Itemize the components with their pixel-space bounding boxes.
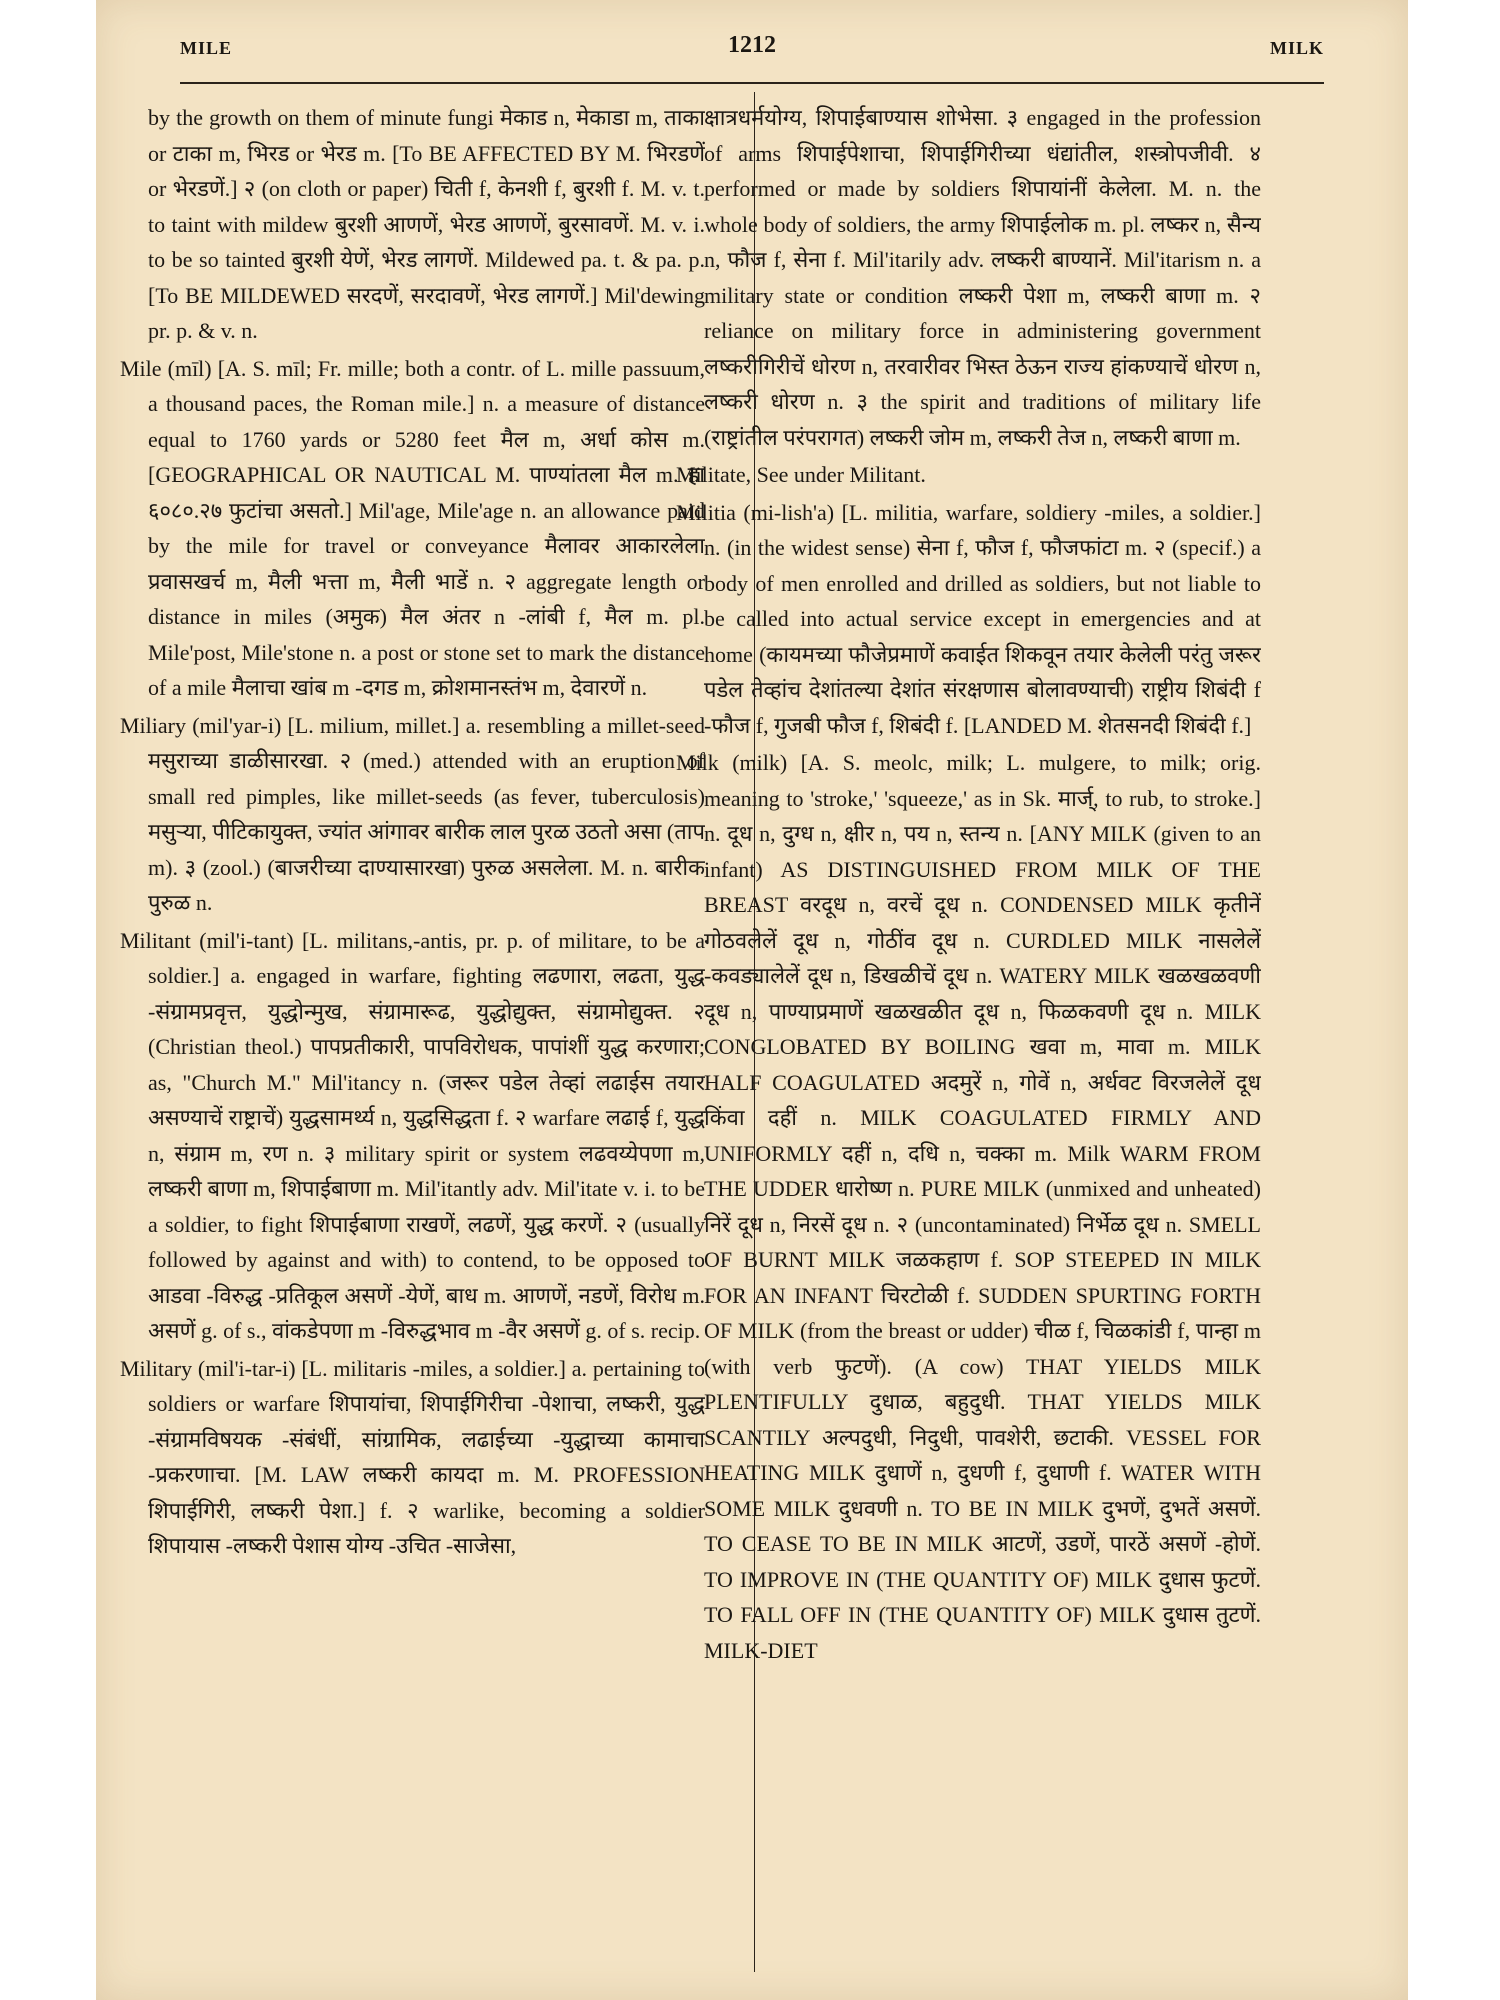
entry-milk: Milk (milk) [A. S. meolc, milk; L. mulgere, to milk; orig. meaning to 'stroke,' 'squeeze,' as in Sk. मार्ज्, to rub, to stroke.] n. दूध n, दुग्ध n, क्षीर n, पय n, स्तन्य n. [ANY MILK (given to an infant) AS DISTINGUISHED FROM MILK OF THE BREAST वरदूध n, वरचें दूध n. CONDENSED MILK कृतीनें गोठवलेलें दूध n, गोठींव दूध n. CURDLED MILK नासलेलें -कवड्यालेलें दूध n, डिखळीचें दूध n. WATERY MILK खळखळवणी दूध n, पाण्याप्रमाणें खळखळीत दूध n, फिळकवणी दूध n. MILK CONGLOBATED BY BOILING खवा m, मावा m. MILK HALF COAGULATED अदमुरें n, गोवें n, अर्धवट विरजलेलें दूध किंवा दहीं n. MILK COAGULATED FIRMLY AND UNIFORMLY दहीं n, दधि n, चक्का m. Milk WARM FROM THE UDDER धारोष्ण n. PURE MILK (unmixed and unheated) निरें दूध n, निरसें दूध n. २ (uncontaminated) निर्भेळ दूध n. SMELL OF BURNT MILK जळकहाण f. SOP STEEPED IN MILK FOR AN INFANT चिरटोळी f. SUDDEN SPURTING FORTH OF MILK (from the breast or udder) चीळ f, चिळकांडी f, पान्हा m (with verb फुटणें). (A cow) THAT YIELDS MILK PLENTIFULLY दुधाळ, बहुदुधी. THAT YIELDS MILK SCANTILY अल्पदुधी, निदुधी, पावशेरी, छटाकी. VESSEL FOR HEATING MILK दुधाणें n, दुधणी f, दुधाणी f. WATER WITH SOME MILK दुधवणी n. TO BE IN MILK दुभणें, दुभतें असणें. TO CEASE TO BE IN MILK आटणें, उडणें, पारठें असणें -होणें. TO IMPROVE IN (THE QUANTITY OF) MILK दुधास फुटणें. TO FALL OFF IN (THE QUANTITY OF) MILK दुधास तुटणें. MILK-DIET — [676, 750, 1261, 1663]
header-rule — [180, 82, 1324, 84]
right-column — [676, 100, 1261, 1980]
left-column — [120, 100, 705, 1980]
entry-militate: Militate, See under Militant. — [676, 462, 926, 487]
entry-military-continued: क्षात्रधर्मयोग्य, शिपाईबाण्यास शोभेसा. ३ engaged in the profession of arms शिपाईपेशाचा, शिपाईगिरीच्या धंद्यांतील, शस्त्रोपजीवी. ४ performed or made by soldiers शिपायांनीं केलेला. M. n. the whole body of soldiers, the army शिपाईलोक m. pl. लष्कर n, सैन्य n, फौज f, सेना f. Mil'itarily adv. लष्करी बाण्यानें. Mil'itarism n. a military state or condition लष्करी पेशा m, लष्करी बाणा m. २ reliance on military force in administering government लष्करीगिरीचें धोरण n, तरवारीवर भिस्त ठेऊन राज्य हांकण्याचें धोरण n, लष्करी धोरण n. ३ the spirit and traditions of military life (राष्ट्रांतील परंपरागत) लष्करी जोम m, लष्करी तेज n, लष्करी बाणा m. — [704, 105, 1261, 450]
entry-military: Military (mil'i-tar-i) [L. militaris -miles, a soldier.] a. pertaining to soldiers or warfare शिपायांचा, शिपाईगिरीचा -पेशाचा, लष्करी, युद्ध -संग्रामविषयक -संबंधीं, सांग्रामिक, लढाईच्या -युद्धाच्या कामाचा -प्रकरणाचा. [M. LAW लष्करी कायदा m. M. PROFESSION शिपाईगिरी, लष्करी पेशा.] f. २ warlike, becoming a soldier शिपायास -लष्करी पेशास योग्य -उचित -साजेसा, — [120, 1355, 705, 1558]
entry-miliary: Miliary (mil'yar-i) [L. milium, millet.] a. resembling a millet-seed मसुराच्या डाळीसारखा. २ (med.) attended with an eruption of small red pimples, like millet-seeds (as fever, tuberculosis) मसुऱ्या, पीटिकायुक्त, ज्यांत आंगावर बारीक लाल पुरळ उठतो असा (ताप m). ३ (zool.) (बाजरीच्या दाण्यासारखा) पुरुळ असलेला. M. n. बारीक पुरुळ n. — [120, 712, 705, 915]
guide-word-left: MILE — [180, 38, 233, 58]
guide-word-right: MILK — [1269, 38, 1324, 58]
page-number: 1212 — [728, 32, 776, 58]
entry-militant: Militant (mil'i-tant) [L. militans,-antis, pr. p. of militare, to be a soldier.] a. engaged in warfare, fighting लढणारा, लढता, युद्ध -संग्रामप्रवृत्त, युद्धोन्मुख, संग्रामारूढ, युद्धोद्युक्त, संग्रामोद्युक्त. २ (Christian theol.) पापप्रतीकारी, पापविरोधक, पापांशीं युद्ध करणारा; as, "Church M." Mil'itancy n. (जरूर पडेल तेव्हां लढाईस तयार असण्याचें राष्ट्राचें) युद्धसामर्थ्य n, युद्धसिद्धता f. २ warfare लढाई f, युद्ध n, संग्राम m, रण n. ३ military spirit or system लढवय्येपणा m, लष्करी बाणा m, शिपाईबाणा m. Mil'itantly adv. Mil'itate v. i. to be a soldier, to fight शिपाईबाणा राखणें, लढणें, युद्ध करणें. २ (usually followed by against and with) to contend, to be opposed to आडवा -विरुद्ध -प्रतिकूल असणें -येणें, बाध m. आणणें, नडणें, विरोध m. असणें g. of s., वांकडेपणा m -विरुद्धभाव m -वैर असणें g. of s. recip. — [120, 927, 705, 1343]
entry-militia: Militia (mi-lish'a) [L. militia, warfare, soldiery -miles, a soldier.] n. (in the widest sense) सेना f, फौज f, फौजफांटा m. २ (specif.) a body of men enrolled and drilled as soldiers, but not liable to be called into actual service except in emergencies and at home (कायमच्या फौजेप्रमाणें कवाईत शिकवून तयार केलेली परंतु जरूर पडेल तेव्हांच देशांतल्या देशांत संरक्षणास बोलावण्याची) राष्ट्रीय शिबंदी f -फौज f, गुजबी फौज f, शिबंदी f. [LANDED M. शेतसनदी शिबंदी f.] — [676, 499, 1261, 738]
entry-mildew-continued: by the growth on them of minute fungi मेकाड n, मेकाडा m, ताका or टाका m, भिरड or भेरड m. [To BE AFFECTED BY M. भिरडणें or भेरडणें.] २ (on cloth or paper) चिती f, केनशी f, बुरशी f. M. v. t. to taint with mildew बुरशी आणणें, भेरड आणणें, बुरसावणें. M. v. i. to be so tainted बुरशी येणें, भेरड लागणें. Mildewed pa. t. & pa. p. [To BE MILDEWED सरदणें, सरदावणें, भेरड लागणें.] Mil'dewing pr. p. & v. n. — [148, 105, 705, 343]
entry-mile: Mile (mīl) [A. S. mīl; Fr. mille; both a contr. of L. mille passuum, a thousand paces, the Roman mile.] n. a measure of distance equal to 1760 yards or 5280 feet मैल m, अर्धा कोस m. [GEOGRAPHICAL OR NAUTICAL M. पाण्यांतला मैल m. हा ६०८०.२७ फुटांचा असतो.] Mil'age, Mile'age n. an allowance paid by the mile for travel or conveyance मैलावर आकारलेला प्रवासखर्च m, मैली भत्ता m, मैली भाडें n. २ aggregate length or distance in miles (अमुक) मैल अंतर n -लांबी f, मैल m. pl. Mile'post, Mile'stone n. a post or stone set to mark the distance of a mile मैलाचा खांब m -दगड m, क्रोशमानस्तंभ m, देवारणें n. — [120, 355, 705, 700]
page-header — [180, 30, 1324, 66]
